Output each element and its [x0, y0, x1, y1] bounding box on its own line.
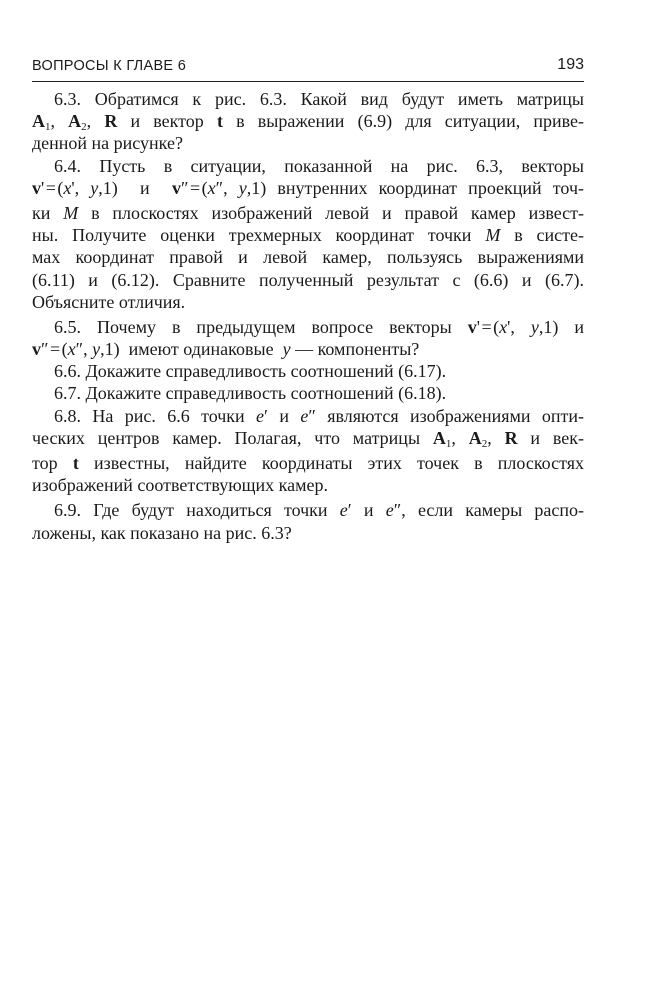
question-6-6: 6.6. Докажите справедливость соотношений (6.17).	[54, 361, 447, 382]
question-6-4-line-5: мах координат правой и левой камер, пользуясь выражениями	[32, 247, 584, 268]
header-rule	[32, 81, 584, 82]
questions-body	[32, 88, 584, 544]
question-6-3-line-2: $A_1$, $A_2$, R и вектор t в выражении (6.9) для ситуации, приве-	[32, 111, 584, 133]
question-6-4-line-6: (6.11) и (6.12). Сравните полученный результат с (6.6) и (6.7).	[32, 269, 584, 290]
question-6-4-line-3: ки M в плоскостях изображений левой и правой камер извест-	[32, 202, 584, 223]
question-6-4-line-2: v' = (x', y,1) и v″ = (x″, y,1) внутренних координат проекций точ-	[32, 177, 584, 198]
question-6-4-line-7: Объясните отличия.	[32, 291, 186, 312]
page-number: 193	[557, 56, 584, 73]
question-6-5-line-1: 6.5. Почему в предыдущем вопросе векторы v' = (x', y,1) и	[54, 316, 584, 337]
question-6-3-line-3: денной на рисунке?	[32, 133, 183, 154]
question-6-8-line-2: ческих центров камер. Полагая, что матрицы $A_1$, $A_2$, R и век-	[32, 427, 584, 449]
question-6-8-line-4: изображений соответствующих камер.	[32, 475, 328, 496]
question-6-4-line-1: 6.4. Пусть в ситуации, показанной на рис. 6.3, векторы	[54, 155, 584, 176]
question-6-7: 6.7. Докажите справедливость соотношений (6.18).	[54, 383, 447, 404]
question-6-3-line-1: 6.3. Обратимся к рис. 6.3. Какой вид будут иметь матрицы	[54, 89, 584, 109]
question-6-5-line-2: v″ = (x″, y,1) имеют одинаковые y — компоненты?	[32, 339, 420, 360]
running-header	[32, 56, 584, 80]
chapter-heading: ВОПРОСЫ К ГЛАВЕ 6	[32, 58, 187, 74]
question-6-8-line-3: тор t известны, найдите координаты этих точек в плоскостях	[32, 453, 584, 473]
question-6-9-line-1: 6.9. Где будут находиться точки e′ и e″, если камеры распо-	[54, 500, 584, 521]
question-6-4-line-4: ны. Получите оценки трехмерных координат точки M в систе-	[32, 225, 584, 246]
question-6-8-line-1: 6.8. На рис. 6.6 точки e′ и e″ являются изображениями опти-	[54, 405, 584, 426]
question-6-9-line-2: ложены, как показано на рис. 6.3?	[32, 522, 292, 543]
